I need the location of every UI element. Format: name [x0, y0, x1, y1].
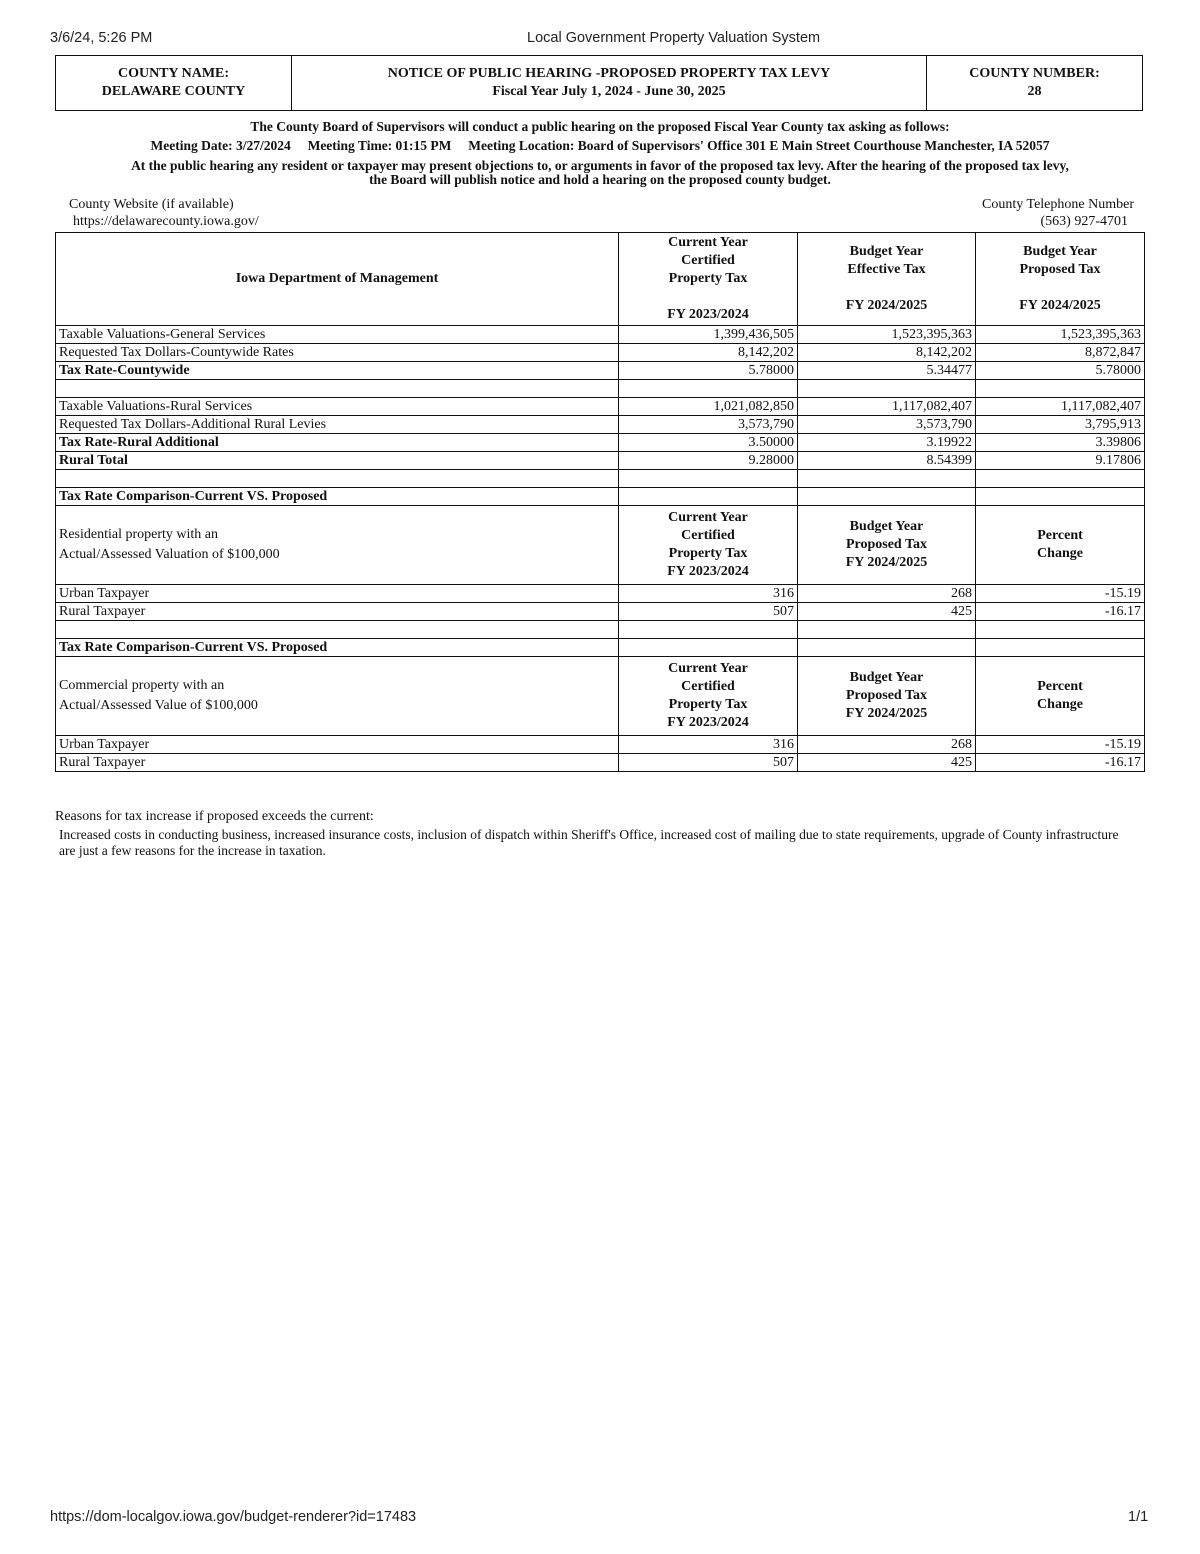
- cell-value: 5.34477: [798, 362, 976, 380]
- reasons-text: Increased costs in conducting business, increased insurance costs, inclusion of dispatch within Sheriff's Office, increased cost of mailing due to state requirements, upgrade of County infrastructure are just a few reasons for the increase in taxation.: [59, 827, 1119, 858]
- row-label: Tax Rate Comparison-Current VS. Proposed: [56, 488, 619, 506]
- row-label: [56, 380, 619, 398]
- table-row: [56, 344, 1145, 362]
- cell-value: [976, 621, 1145, 639]
- reasons-label: Reasons for tax increase if proposed exceeds the current:: [55, 809, 374, 824]
- cell-value: [798, 380, 976, 398]
- print-url: https://dom-localgov.iowa.gov/budget-renderer?id=17483: [50, 1509, 417, 1525]
- cell-value: Current Year Certified Property Tax FY 2023/2024: [619, 233, 798, 326]
- cell-value: 316: [619, 736, 798, 754]
- cell-value: 316: [619, 585, 798, 603]
- phone-label: County Telephone Number: [982, 197, 1134, 212]
- cell-value: 3,573,790: [619, 416, 798, 434]
- county-name-label: COUNTY NAME:: [117, 66, 230, 81]
- cell-value: 9.28000: [619, 452, 798, 470]
- cell-value: [619, 470, 798, 488]
- cell-value: 3,795,913: [976, 416, 1145, 434]
- cell-value: 507: [619, 603, 798, 621]
- notice-title: NOTICE OF PUBLIC HEARING -PROPOSED PROPERTY TAX LEVY: [387, 66, 831, 81]
- table-row: [56, 434, 1145, 452]
- cell-value: 3.39806: [976, 434, 1145, 452]
- cell-value: [619, 639, 798, 657]
- row-label: Requested Tax Dollars-Countywide Rates: [56, 344, 619, 362]
- table-row: [56, 380, 1145, 398]
- table-row: [56, 639, 1145, 657]
- cell-value: Percent Change: [976, 657, 1145, 736]
- cell-value: 8.54399: [798, 452, 976, 470]
- cell-value: 425: [798, 754, 976, 772]
- table-row: [56, 452, 1145, 470]
- cell-value: 268: [798, 736, 976, 754]
- cell-value: [619, 488, 798, 506]
- fiscal-year: Fiscal Year July 1, 2024 - June 30, 2025: [492, 84, 726, 99]
- table-row: [56, 233, 1145, 326]
- cell-value: Current Year Certified Property Tax FY 2023/2024: [619, 657, 798, 736]
- table-row: [56, 326, 1145, 344]
- website-label: County Website (if available): [69, 197, 234, 212]
- cell-value: [619, 621, 798, 639]
- row-label: Taxable Valuations-General Services: [56, 326, 619, 344]
- cell-value: Budget Year Proposed Tax FY 2024/2025: [798, 506, 976, 585]
- intro-line: The County Board of Supervisors will conduct a public hearing on the proposed Fiscal Year County tax asking as follows:: [250, 119, 950, 134]
- table-row: [56, 488, 1145, 506]
- cell-value: 268: [798, 585, 976, 603]
- cell-value: Percent Change: [976, 506, 1145, 585]
- row-label: Urban Taxpayer: [56, 585, 619, 603]
- cell-value: 425: [798, 603, 976, 621]
- cell-value: [976, 488, 1145, 506]
- cell-value: -15.19: [976, 585, 1145, 603]
- notice-header-box: [55, 55, 1143, 111]
- table-row: [56, 603, 1145, 621]
- row-label: Taxable Valuations-Rural Services: [56, 398, 619, 416]
- intro-publish: the Board will publish notice and hold a hearing on the proposed county budget.: [369, 172, 831, 187]
- cell-value: Budget Year Effective Tax FY 2024/2025: [798, 233, 976, 326]
- cell-value: [798, 639, 976, 657]
- row-label: [56, 621, 619, 639]
- cell-value: [798, 470, 976, 488]
- row-label: Tax Rate-Countywide: [56, 362, 619, 380]
- cell-value: 5.78000: [619, 362, 798, 380]
- row-label: [56, 470, 619, 488]
- cell-value: 507: [619, 754, 798, 772]
- cell-value: [976, 470, 1145, 488]
- cell-value: [976, 380, 1145, 398]
- cell-value: [798, 621, 976, 639]
- row-label: Requested Tax Dollars-Additional Rural Levies: [56, 416, 619, 434]
- county-number-label: COUNTY NUMBER:: [969, 66, 1100, 81]
- cell-value: Budget Year Proposed Tax FY 2024/2025: [976, 233, 1145, 326]
- table-row: [56, 416, 1145, 434]
- table-row: [56, 754, 1145, 772]
- page-number: 1/1: [1128, 1509, 1149, 1525]
- table-row: [56, 362, 1145, 380]
- intro-objections: At the public hearing any resident or taxpayer may present objections to, or arguments in favor of the proposed tax levy. After the hearing of the proposed tax levy,: [131, 158, 1069, 173]
- table-row: [56, 736, 1145, 754]
- cell-value: 5.78000: [976, 362, 1145, 380]
- county-name: DELAWARE COUNTY: [101, 84, 246, 99]
- cell-value: [619, 380, 798, 398]
- table-row: [56, 506, 1145, 585]
- cell-value: [976, 639, 1145, 657]
- cell-value: 8,872,847: [976, 344, 1145, 362]
- row-label: Tax Rate-Rural Additional: [56, 434, 619, 452]
- cell-value: 3.19922: [798, 434, 976, 452]
- table-row: [56, 657, 1145, 736]
- cell-value: 3.50000: [619, 434, 798, 452]
- cell-value: 1,117,082,407: [798, 398, 976, 416]
- row-label: Commercial property with an Actual/Assessed Value of $100,000: [56, 657, 619, 736]
- row-label: Rural Total: [56, 452, 619, 470]
- table-row: [56, 470, 1145, 488]
- cell-value: -15.19: [976, 736, 1145, 754]
- cell-value: Current Year Certified Property Tax FY 2023/2024: [619, 506, 798, 585]
- cell-value: 8,142,202: [619, 344, 798, 362]
- row-label: Iowa Department of Management: [56, 233, 619, 326]
- row-label: Tax Rate Comparison-Current VS. Proposed: [56, 639, 619, 657]
- table-row: [56, 621, 1145, 639]
- table-row: [56, 585, 1145, 603]
- cell-value: 3,573,790: [798, 416, 976, 434]
- website-link[interactable]: https://delawarecounty.iowa.gov/: [73, 214, 259, 229]
- table-row: [56, 398, 1145, 416]
- cell-value: [798, 488, 976, 506]
- cell-value: 9.17806: [976, 452, 1145, 470]
- phone-number: (563) 927-4701: [1040, 214, 1128, 229]
- print-title: Local Government Property Valuation System: [527, 30, 821, 46]
- cell-value: 1,523,395,363: [976, 326, 1145, 344]
- cell-value: 8,142,202: [798, 344, 976, 362]
- cell-value: 1,117,082,407: [976, 398, 1145, 416]
- cell-value: 1,021,082,850: [619, 398, 798, 416]
- meeting-info: Meeting Date: 3/27/2024 Meeting Time: 01:15 PM Meeting Location: Board of Supervisors' Office 301 E Main Street Courthouse Manchester, IA 52057: [150, 138, 1050, 153]
- cell-value: -16.17: [976, 603, 1145, 621]
- row-label: Residential property with an Actual/Assessed Valuation of $100,000: [56, 506, 619, 585]
- cell-value: 1,399,436,505: [619, 326, 798, 344]
- county-number: 28: [1027, 84, 1042, 99]
- print-datetime: 3/6/24, 5:26 PM: [50, 30, 153, 46]
- row-label: Rural Taxpayer: [56, 754, 619, 772]
- tax-levy-table: [55, 232, 1145, 772]
- cell-value: Budget Year Proposed Tax FY 2024/2025: [798, 657, 976, 736]
- row-label: Urban Taxpayer: [56, 736, 619, 754]
- cell-value: -16.17: [976, 754, 1145, 772]
- cell-value: 1,523,395,363: [798, 326, 976, 344]
- row-label: Rural Taxpayer: [56, 603, 619, 621]
